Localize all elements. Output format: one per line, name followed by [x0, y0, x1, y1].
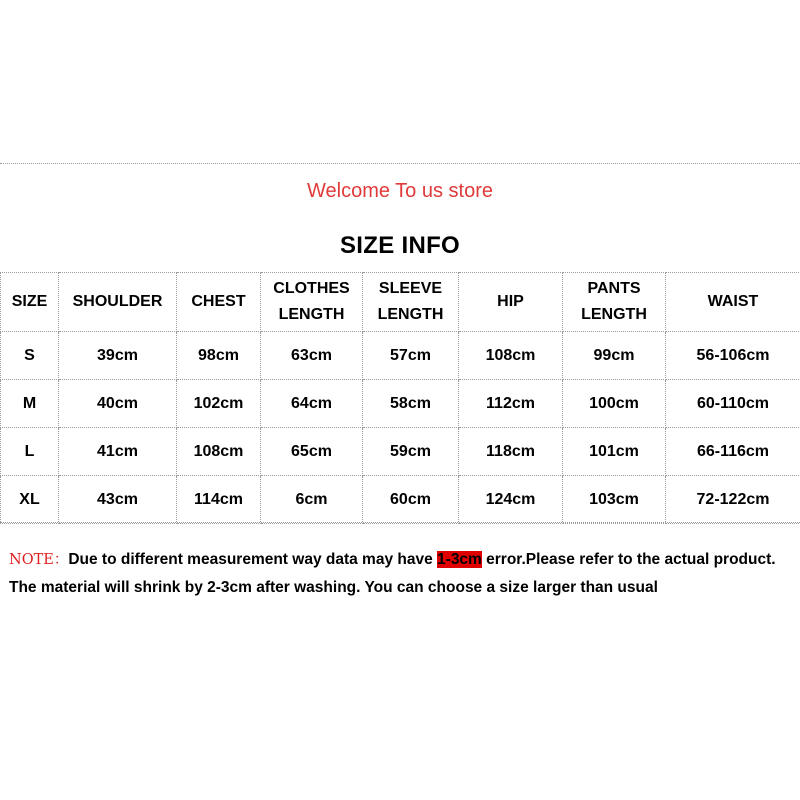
- note-text: Due to different measurement way data may have: [68, 551, 438, 568]
- table-cell: L: [1, 428, 59, 476]
- header-sleeve-length: [363, 273, 459, 332]
- table-row: [1, 332, 800, 380]
- table-cell: 40cm: [59, 380, 177, 428]
- header-text: WAIST: [707, 293, 759, 310]
- header-size: [1, 273, 59, 332]
- table-cell: 72-122cm: [666, 476, 800, 524]
- table-cell: 43cm: [59, 476, 177, 524]
- table-row: [1, 380, 800, 428]
- table-cell: 100cm: [563, 380, 666, 428]
- table-cell: 56-106cm: [666, 332, 800, 380]
- table-cell: 65cm: [261, 428, 363, 476]
- table-cell: 99cm: [563, 332, 666, 380]
- header-text: SIZE: [11, 293, 48, 310]
- table-cell: 112cm: [459, 380, 563, 428]
- header-pants-length: [563, 273, 666, 332]
- size-info-heading: SIZE INFO: [339, 232, 461, 259]
- note-highlight: 1-3cm: [437, 551, 482, 568]
- table-cell: 108cm: [459, 332, 563, 380]
- header-chest: [177, 273, 261, 332]
- header-text: PANTS: [587, 280, 641, 297]
- header-waist: [666, 273, 800, 332]
- table-cell: S: [1, 332, 59, 380]
- table-cell: M: [1, 380, 59, 428]
- header-text: SLEEVE: [378, 280, 443, 297]
- table-cell: 59cm: [363, 428, 459, 476]
- table-cell: 118cm: [459, 428, 563, 476]
- table-cell: 64cm: [261, 380, 363, 428]
- note-label: NOTE：: [9, 552, 69, 568]
- table-cell: 41cm: [59, 428, 177, 476]
- table-cell: 6cm: [261, 476, 363, 524]
- header-text: CHEST: [191, 293, 246, 310]
- table-cell: 60-110cm: [666, 380, 800, 428]
- table-cell: 66-116cm: [666, 428, 800, 476]
- table-cell: 39cm: [59, 332, 177, 380]
- table-cell: 102cm: [177, 380, 261, 428]
- size-chart: [0, 163, 800, 523]
- header-text: LENGTH: [581, 306, 647, 323]
- header-text: CLOTHES: [273, 280, 350, 297]
- header-hip: [459, 273, 563, 332]
- table-cell: 124cm: [459, 476, 563, 524]
- header-clothes-length: [261, 273, 363, 332]
- table-cell: 103cm: [563, 476, 666, 524]
- header-text: SHOULDER: [72, 293, 163, 310]
- header-text: LENGTH: [278, 306, 345, 323]
- store-title: Welcome To us store: [306, 180, 493, 202]
- note-text-end: error.Please refer to the actual product.: [481, 551, 776, 568]
- header-text: HIP: [497, 293, 524, 310]
- size-table: [0, 272, 800, 524]
- table-cell: 108cm: [177, 428, 261, 476]
- table-cell: 98cm: [177, 332, 261, 380]
- table-header-row: [1, 273, 800, 332]
- header-shoulder: [59, 273, 177, 332]
- table-cell: XL: [1, 476, 59, 524]
- table-cell: 58cm: [363, 380, 459, 428]
- table-cell: 60cm: [363, 476, 459, 524]
- table-row: [1, 428, 800, 476]
- table-cell: 63cm: [261, 332, 363, 380]
- table-cell: 57cm: [363, 332, 459, 380]
- header-text: LENGTH: [377, 306, 444, 323]
- note-line-2: The material will shrink by 2-3cm after washing. You can choose a size larger than usual: [9, 579, 658, 596]
- note-paragraph: [9, 546, 789, 601]
- table-cell: 114cm: [177, 476, 261, 524]
- table-row: [1, 476, 800, 524]
- table-cell: 101cm: [563, 428, 666, 476]
